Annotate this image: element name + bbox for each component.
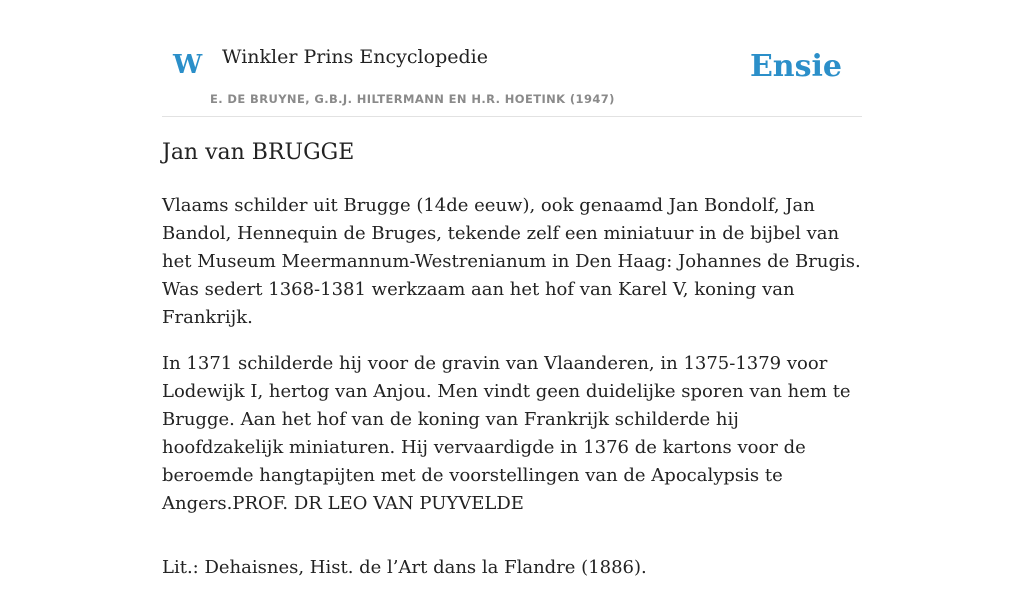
source-header	[162, 0, 862, 117]
article-paragraph: In 1371 schilderde hij voor de gravin van Vlaanderen, in 1375-1379 voor Lodewijk I, hertog van Anjou. Men vindt geen duidelijke sporen van hem te Brugge. Aan het hof van de koning van Frankrijk schilderde hij hoofdzakelijk miniaturen. Hij vervaardigde in 1376 de kartons voor de beroemde hangtapijten met de voorstellingen van de Apocalypsis te Angers.PROF. DR LEO VAN PUYVELDE	[162, 353, 851, 514]
page	[162, 0, 862, 578]
article-body	[162, 192, 862, 600]
source-authors: E. DE BRUYNE, G.B.J. HILTERMANN EN H.R. HOETINK (1947)	[210, 92, 615, 106]
source-title[interactable]: Winkler Prins Encyclopedie	[222, 46, 488, 68]
ensie-logo[interactable]: Ensie	[749, 49, 842, 84]
literature-reference: Lit.: Dehaisnes, Hist. de l’Art dans la Flandre (1886).	[162, 557, 647, 578]
entry-title: Jan van BRUGGE	[162, 140, 355, 165]
winkler-prins-logo-icon[interactable]: W	[173, 50, 203, 80]
article-paragraph: Vlaams schilder uit Brugge (14de eeuw), ook genaamd Jan Bondolf, Jan Bandol, Hennequin de Bruges, tekende zelf een miniatuur in de bijbel van het Museum Meermannum-Westrenianum in Den Haag: Johannes de Brugis. Was sedert 1368-1381 werkzaam aan het hof van Karel V, koning van Frankrijk.	[162, 195, 861, 328]
